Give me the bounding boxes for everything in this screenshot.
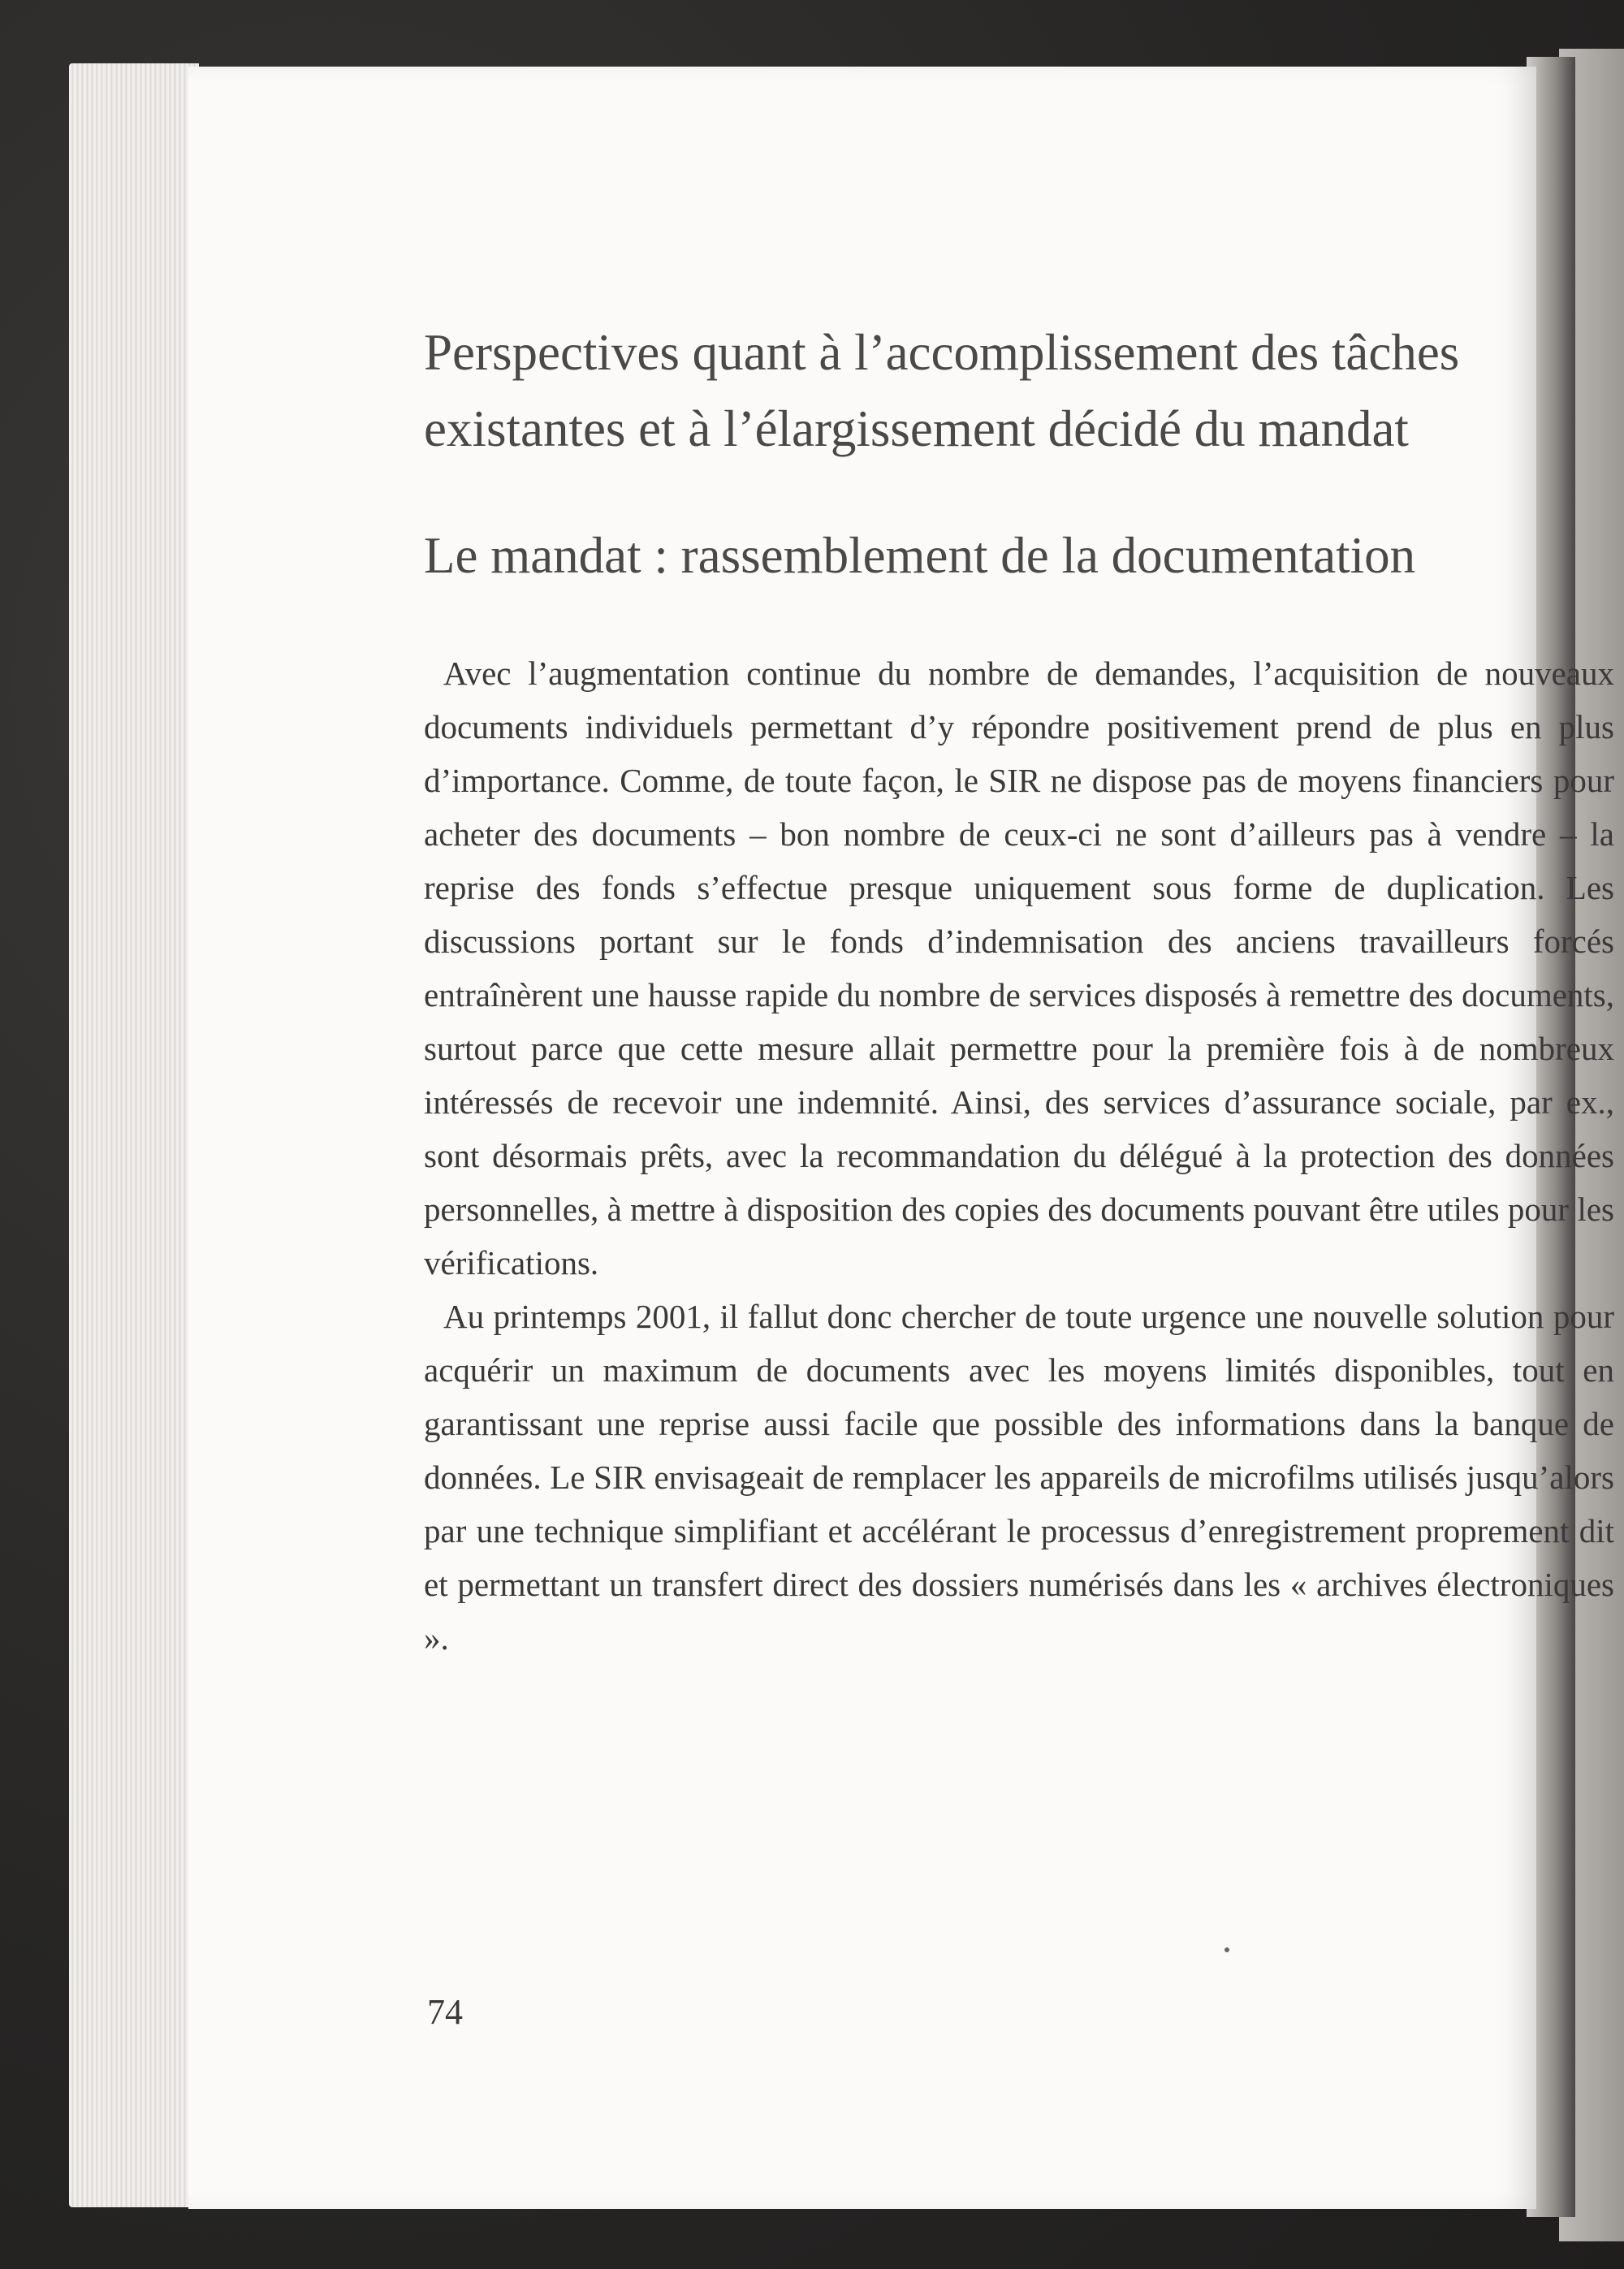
paragraph: Avec l’augmentation continue du nombre de demandes, l’acquisition de nouveaux documents individuels permettant d’y répondre positivement prend de plus en plus d’importance. Comme, de toute façon, le SIR ne dispose pas de moyens financiers pour acheter des documents – bon nombre de ceux-ci ne sont d’ailleurs pas à vendre – la reprise des fonds s’effectue presque uniquement sous forme de duplication. Les discussions portant sur le fonds d’indemnisation des anciens travailleurs forcés entraînèrent une hausse rapide du nombre de services disposés à remettre des documents, surtout parce que cette mesure allait permettre pour la première fois à de nombreux intéressés de recevoir une indemnité. Ainsi, des services d’assurance sociale, par ex., sont désormais prêts, avec la recommandation du délégué à la protection des données personnelles, à mettre à disposition des copies des documents pouvant être utiles pour les vérifications. — [424, 655, 1614, 1281]
chapter-title: Perspectives quant à l’accomplissement des tâches existantes et à l’élargissement décidé du mandat — [424, 324, 1460, 457]
paragraph: Au printemps 2001, il fallut donc chercher de toute urgence une nouvelle solution pour acquérir un maximum de documents avec les moyens limités disponibles, tout en garantissant une reprise aussi facile que possible des informations dans la banque de données. Le SIR envisageait de remplacer les appareils de microfilms utilisés jusqu’alors par une technique simplifiant et accélérant le processus d’enregistrement proprement dit et permettant un transfert direct des dossiers numérisés dans les « archives électroniques ». — [424, 1298, 1614, 1657]
section-title: Le mandat : rassemblement de la documentation — [424, 527, 1416, 584]
page-stack-edges — [69, 63, 199, 2207]
pencil-mark — [1224, 1947, 1229, 1952]
body-text — [424, 646, 1614, 1665]
page-number: 74 — [427, 1992, 463, 2032]
